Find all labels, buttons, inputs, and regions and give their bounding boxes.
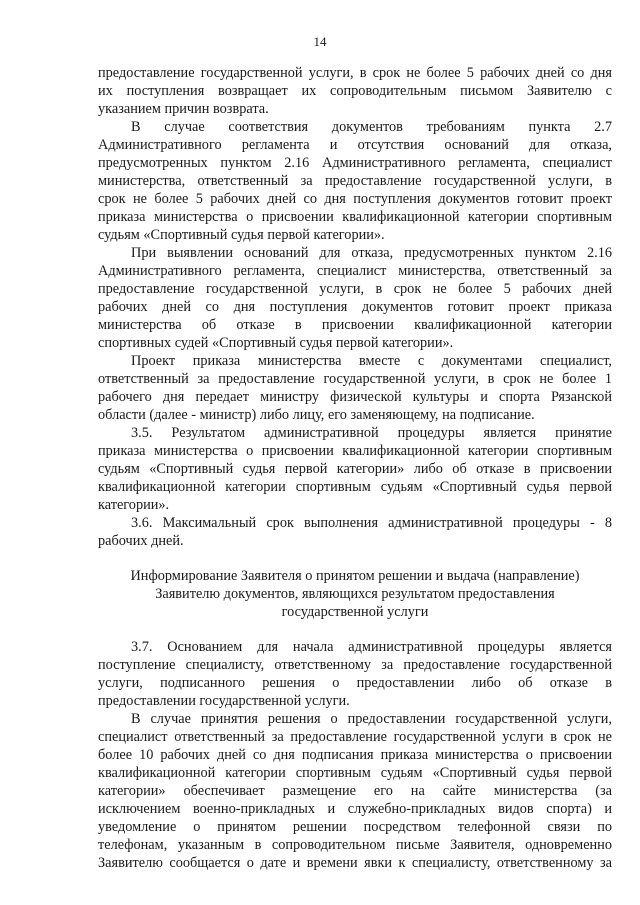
text-line: приказа министерства о присвоении квалификационной категории спортивным xyxy=(98,209,612,225)
text-line: Проект приказа министерства вместе с документами специалист, xyxy=(131,353,612,369)
text-line: поступление специалисту, ответственному за предоставление государственной xyxy=(98,657,612,673)
text-line: срок не более 5 рабочих дней со дня поступления документов готовит проект xyxy=(98,191,612,207)
text-line: квалификационной категории спортивным судьям «Спортивный судья первой xyxy=(98,479,612,495)
text-line: министерства об отказе в присвоении квалификационной категории xyxy=(98,317,612,333)
text-line: рабочих дней. xyxy=(98,533,184,549)
text-line: категории». xyxy=(98,497,170,513)
text-line: министерства, ответственный за предоставление государственной услуги, в xyxy=(98,173,612,189)
text-line: Заявителю сообщается о дате и времени явки к специалисту, ответственному за xyxy=(98,855,612,871)
text-line: Административного регламента, специалист министерства, ответственный за xyxy=(98,263,612,279)
text-line: телефонам, указанным в сопроводительном письме Заявителя, одновременно xyxy=(98,837,612,853)
text-line: 3.6. Максимальный срок выполнения административной процедуры - 8 xyxy=(131,515,612,531)
text-line: их поступления возвращает их сопроводительным письмом Заявителю с xyxy=(98,83,612,99)
text-line: предусмотренных пунктом 2.16 Административного регламента, специалист xyxy=(98,155,612,171)
text-line: исключением военно-прикладных и служебно-прикладных видов спорта) и xyxy=(98,801,612,817)
text-line: 3.7. Основанием для начала административной процедуры является xyxy=(131,639,612,655)
text-line: спортивных судей «Спортивный судья первой категории». xyxy=(98,335,454,351)
text-line: судьям «Спортивный судья первой категории». xyxy=(98,227,385,243)
text-line: При выявлении оснований для отказа, предусмотренных пунктом 2.16 xyxy=(131,245,612,261)
text-line: уведомление о принятом решении посредством телефонной связи по xyxy=(98,819,612,835)
text-line: предоставлении государственной услуги. xyxy=(98,693,350,709)
text-line: рабочих дней со дня поступления документов готовит проект приказа xyxy=(98,299,612,315)
text-line: В случае соответствия документов требованиям пункта 2.7 xyxy=(131,119,612,135)
text-line: указанием причин возврата. xyxy=(98,101,269,117)
section-heading-line: Заявителю документов, являющихся результатом предоставления xyxy=(155,586,555,602)
text-line: приказа министерства о присвоении квалификационной категории спортивным xyxy=(98,443,612,459)
text-line: 3.5. Результатом административной процедуры является принятие xyxy=(131,425,612,441)
text-line: категории» обеспечивает размещение его на сайте министерства (за xyxy=(98,783,612,799)
text-line: предоставление государственной услуги, в срок не более 5 рабочих дней со дня xyxy=(98,65,612,81)
text-line: более 10 рабочих дней со дня подписания приказа министерства о присвоении xyxy=(98,747,612,763)
text-line: В случае принятия решения о предоставлении государственной услуги, xyxy=(131,711,612,727)
section-heading-line: государственной услуги xyxy=(281,604,429,620)
text-line: ответственный за предоставление государственной услуги, в срок не более 1 xyxy=(98,371,612,387)
text-line: Административного регламента и отсутствия оснований для отказа, xyxy=(98,137,612,153)
text-line: специалист ответственный за предоставление государственной услуги в срок не xyxy=(98,729,612,745)
text-line: рабочего дня передает министру физической культуры и спорта Рязанской xyxy=(98,389,612,405)
text-line: предоставление государственной услуги, в срок не более 5 рабочих дней xyxy=(98,281,612,297)
page-number: 14 xyxy=(313,34,327,49)
text-line: области (далее - министр) либо лицу, его заменяющему, на подписание. xyxy=(98,407,535,423)
text-line: судьям «Спортивный судья первой категории» либо об отказе в присвоении xyxy=(98,461,612,477)
section-heading-line: Информирование Заявителя о принятом решении и выдача (направление) xyxy=(130,568,580,584)
text-line: квалификационной категории спортивным судьям «Спортивный судья первой xyxy=(98,765,612,781)
text-line: услуги, подписанного решения о предоставлении либо об отказе в xyxy=(98,675,612,691)
